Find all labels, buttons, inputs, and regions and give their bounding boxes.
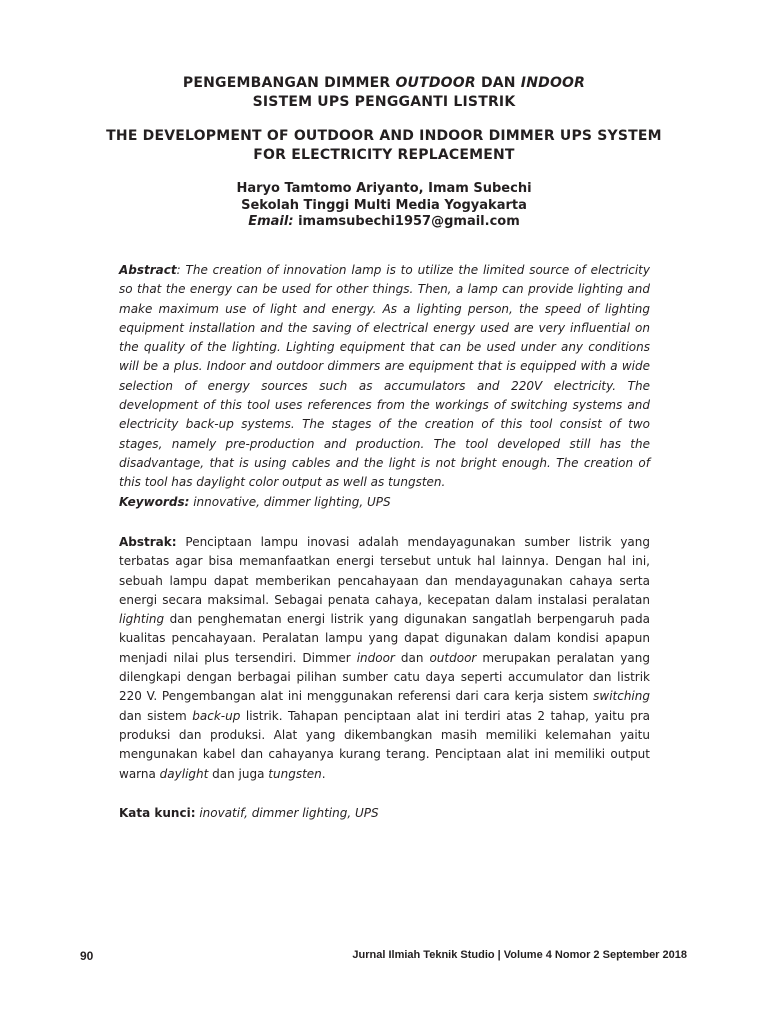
abstrak-italic: back-up xyxy=(192,708,241,723)
abstract-indonesian xyxy=(119,533,650,784)
abstrak-text: . xyxy=(321,766,326,781)
kata-kunci-label: Kata kunci: xyxy=(119,806,196,820)
abstract-english xyxy=(119,261,650,493)
abstrak-italic: tungsten xyxy=(268,766,322,781)
abstrak-label: Abstrak: xyxy=(119,535,177,549)
abstrak-italic: switching xyxy=(593,689,650,704)
keywords-english xyxy=(119,493,650,511)
abstrak-text: dan juga xyxy=(208,766,269,781)
title-id-italic-outdoor: OUTDOOR xyxy=(395,75,476,91)
keywords-label: Keywords: xyxy=(119,495,190,509)
title-english-line1: THE DEVELOPMENT OF OUTDOOR AND INDOOR DIMMER UPS SYSTEM xyxy=(106,128,662,144)
title-id-italic-indoor: INDOOR xyxy=(520,75,586,91)
page-number: 90 xyxy=(80,949,94,963)
email-label: Email: xyxy=(248,214,294,229)
author-email xyxy=(0,214,768,230)
abstrak-text: merupakan peralatan yang dilengkapi dengan berbagai pilihan sumber catu daya seperti accumulator dan listrik 220 V. Pengembangan alat ini menggunakan referensi dari cara kerja sistem xyxy=(119,650,650,704)
email-address: imamsubechi1957@gmail.com xyxy=(293,214,520,229)
author-affiliation: Sekolah Tinggi Multi Media Yogyakarta xyxy=(241,198,527,213)
abstrak-text: dan xyxy=(394,650,430,665)
title-id-part: DAN xyxy=(475,75,521,91)
abstrak-text: listrik. Tahapan penciptaan alat ini terdiri atas 2 tahap, yaitu pra produksi dan produksi. Alat yang dikembangkan masih memiliki kelemahan yaitu mengunakan kabel dan cahayanya kurang terang. Penciptaan alat ini memiliki output warna xyxy=(119,708,650,781)
abstrak-italic: indoor xyxy=(356,650,395,665)
abstrak-italic: lighting xyxy=(119,612,165,627)
keywords-value: innovative, dimmer lighting, UPS xyxy=(189,495,391,509)
title-indonesian-line2: SISTEM UPS PENGGANTI LISTRIK xyxy=(252,94,516,110)
abstrak-text: Penciptaan lampu inovasi adalah mendayagunakan sumber listrik yang terbatas agar bisa memanfaatkan energi tersebut untuk hal lainnya. Dengan hal ini, sebuah lampu dapat memberikan pencahayaan dan mendayagunakan cahaya serta energi secara maksimal. Sebagai penata cahaya, kecepatan dalam instalasi peralatan xyxy=(119,535,650,607)
abstract-label: Abstract xyxy=(119,263,177,277)
abstrak-text: dan sistem xyxy=(119,708,193,723)
journal-footer: Jurnal Ilmiah Teknik Studio | Volume 4 Nomor 2 September 2018 xyxy=(352,949,687,961)
abstrak-italic: outdoor xyxy=(429,650,477,665)
kata-kunci-value: inovatif, dimmer lighting, UPS xyxy=(195,806,379,820)
abstrak-text: dan penghematan energi listrik yang digunakan sangatlah berpengaruh pada kualitas pencahayaan. Peralatan lampu yang dapat digunakan dalam kondisi apapun menjadi nilai plus tersendiri. Dimmer xyxy=(119,612,650,665)
title-english-line2: FOR ELECTRICITY REPLACEMENT xyxy=(253,147,515,163)
keywords-indonesian xyxy=(119,804,650,822)
title-indonesian-line1 xyxy=(0,74,768,92)
abstrak-italic: daylight xyxy=(159,766,209,781)
author-names: Haryo Tamtomo Ariyanto, Imam Subechi xyxy=(236,181,532,196)
abstract-text: : The creation of innovation lamp is to utilize the limited source of electricity so that the energy can be used for other things. Then, a lamp can provide lighting and make maximum use of light and energy. As a lighting person, the speed of lighting equipment installation and the saving of electrical energy used are very influential on the quality of the lighting. Lighting equipment that can be used under any conditions will be a plus. Indoor and outdoor dimmers are equipment that is equipped with a wide selection of energy sources such as accumulators and 220V electricity. The development of this tool uses references from the workings of switching systems and electricity back-up systems. The stages of the creation of this tool consist of two stages, namely pre-production and production. The tool developed still has the disadvantage, that is using cables and the light is not bright enough. The creation of this tool has daylight color output as well as tungsten. xyxy=(119,263,650,490)
title-id-part: PENGEMBANGAN DIMMER xyxy=(182,75,396,91)
